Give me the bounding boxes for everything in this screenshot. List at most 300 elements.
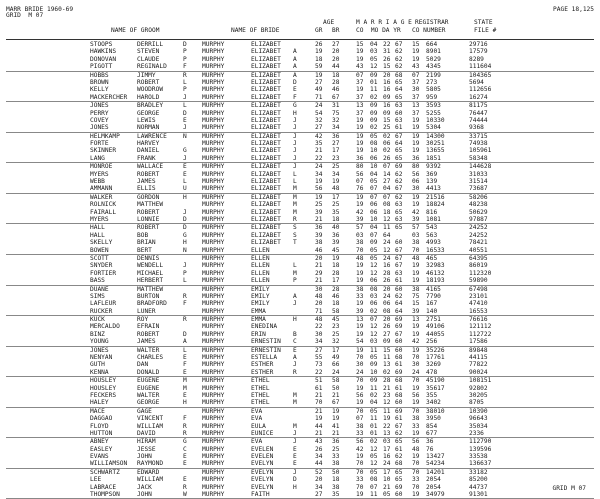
groom-mi: W (183, 491, 187, 499)
county: 19 (356, 384, 364, 392)
registrar-number: 256 (426, 338, 438, 346)
year: 65 (395, 147, 403, 155)
month: 11 (370, 415, 378, 423)
table-row (6, 369, 594, 377)
bride-age: 38 (332, 483, 340, 491)
day: 06 (383, 300, 391, 308)
groom-age: 71 (315, 307, 323, 315)
registrar-county: 30 (412, 185, 420, 193)
county: 19 (356, 132, 364, 140)
month: 09 (370, 239, 378, 247)
year: 64 (395, 307, 403, 315)
bride-mi: M (293, 193, 297, 201)
groom-surname: KENNA (90, 368, 109, 376)
groom-surname: DAGGAO (90, 415, 113, 423)
groom-given: HERBERT (137, 277, 164, 285)
county: 19 (356, 262, 364, 270)
bride-given: ELIZABET (251, 154, 281, 162)
groom-given: HIRAM (137, 438, 156, 446)
day: 06 (383, 140, 391, 148)
day: 10 (383, 476, 391, 484)
county: 19 (356, 55, 364, 63)
groom-given: LAWRENCE (137, 132, 167, 140)
state-file-number: 86019 (469, 262, 488, 270)
registrar-county: 37 (412, 109, 420, 117)
bride-age: 25 (332, 445, 340, 453)
registrar-number: 14300 (426, 132, 445, 140)
groom-mi: J (183, 208, 187, 216)
year: 64 (395, 140, 403, 148)
groom-given: GEORGE (137, 109, 160, 117)
groom-age: 21 (315, 215, 323, 223)
month: 10 (370, 147, 378, 155)
bride-age: 17 (332, 147, 340, 155)
year: 62 (395, 453, 403, 461)
county: 43 (356, 63, 364, 71)
year: 60 (395, 491, 403, 499)
groom-age: 55 (315, 354, 323, 362)
month: 05 (370, 55, 378, 63)
month: 11 (370, 346, 378, 354)
registrar-county: 57 (412, 224, 420, 232)
bride-surname: MURPHY (202, 239, 225, 247)
state-file-number: 9368 (469, 124, 484, 132)
table-row (6, 423, 594, 430)
bride-given: ETHEL (251, 391, 270, 399)
month: 11 (370, 491, 378, 499)
table-row (6, 178, 594, 185)
county: 19 (356, 346, 364, 354)
bride-surname: MURPHY (202, 407, 225, 415)
header-marriage: M A R R I A G E (356, 19, 412, 26)
groom-age: 46 (315, 246, 323, 254)
month: 07 (370, 185, 378, 193)
registrar-county: 13 (412, 316, 420, 324)
groom-age: 32 (315, 116, 323, 124)
day: 21 (383, 483, 391, 491)
groom-surname: JONES (90, 102, 109, 110)
state-file-number: 48238 (469, 201, 488, 209)
groom-age: 34 (315, 170, 323, 178)
bride-given: ELIZABET (251, 193, 281, 201)
registrar-number: 5805 (426, 86, 441, 94)
groom-age: 70 (315, 399, 323, 407)
registrar-number: 18193 (426, 277, 445, 285)
state-file-number: 30205 (469, 391, 488, 399)
bride-mi: L (293, 178, 297, 186)
registrar-county: 13 (412, 102, 420, 110)
groom-given: WILLIAM (137, 422, 164, 430)
county: 70 (356, 460, 364, 468)
groom-given: BRADFORD (137, 300, 167, 308)
year: 63 (395, 116, 403, 124)
month: 05 (370, 468, 378, 476)
bride-surname: MURPHY (202, 338, 225, 346)
day: 26 (383, 55, 391, 63)
day: 16 (383, 262, 391, 270)
table-row (6, 338, 594, 346)
registrar-number: 5255 (426, 109, 441, 117)
groom-mi: R (183, 483, 187, 491)
groom-mi: P (183, 86, 187, 94)
year: 62 (395, 48, 403, 56)
groom-mi: E (183, 116, 187, 124)
bride-given: ELLEN (251, 246, 270, 254)
month: 04 (370, 170, 378, 178)
bride-age: 18 (332, 262, 340, 270)
groom-surname: SCOTT (90, 254, 109, 262)
registrar-county: 80 (412, 163, 420, 171)
groom-mi: D (183, 330, 187, 338)
year: 65 (395, 224, 403, 232)
table-row (6, 293, 594, 300)
bride-given: ELLEN (251, 269, 270, 277)
bride-age: 17 (332, 346, 340, 354)
month: 05 (370, 178, 378, 186)
registrar-number: 140 (426, 307, 438, 315)
groom-mi: E (183, 170, 187, 178)
county: 19 (356, 399, 364, 407)
groom-surname: MACKERCHER (90, 93, 128, 101)
bride-given: ELIZABET (251, 224, 281, 232)
month: 12 (370, 63, 378, 71)
bride-age: 25 (332, 163, 340, 171)
bride-surname: MURPHY (202, 231, 225, 239)
month: 08 (370, 476, 378, 484)
state-file-number: 104365 (469, 71, 492, 79)
county: 57 (356, 224, 364, 232)
bride-given: ELIZABET (251, 63, 281, 71)
registrar-number: 4165 (426, 285, 441, 293)
state-file-number: 59890 (469, 277, 488, 285)
header-state: STATE (474, 19, 493, 26)
day: 16 (383, 102, 391, 110)
state-file-number: 76616 (469, 316, 488, 324)
bride-age: 58 (332, 307, 340, 315)
bride-surname: MURPHY (202, 185, 225, 193)
state-file-number: 78421 (469, 239, 488, 247)
bride-mi: M (293, 422, 297, 430)
registrar-county: 70 (412, 460, 420, 468)
registrar-county: 19 (412, 384, 420, 392)
groom-surname: THOMPSON (90, 491, 120, 499)
groom-surname: ROLNICK (90, 201, 117, 209)
bride-surname: MURPHY (202, 224, 225, 232)
groom-surname: SKINNER (90, 147, 117, 155)
year: 63 (395, 215, 403, 223)
bride-mi: D (293, 476, 297, 484)
county: 37 (356, 78, 364, 86)
registrar-number: 21516 (426, 193, 445, 201)
state-file-number: 139596 (469, 445, 492, 453)
groom-given: MATTHEW (137, 285, 164, 293)
county: 33 (356, 476, 364, 484)
registrar-county: 70 (412, 407, 420, 415)
day: 28 (383, 269, 391, 277)
bride-mi: E (293, 460, 297, 468)
bride-age: 46 (332, 292, 340, 300)
registrar-county: 19 (412, 346, 420, 354)
day: 31 (383, 48, 391, 56)
state-file-number: 24252 (469, 231, 488, 239)
bride-surname: MURPHY (202, 384, 225, 392)
month: 05 (370, 246, 378, 254)
groom-age: 48 (315, 292, 323, 300)
day: 09 (383, 109, 391, 117)
day: 04 (383, 185, 391, 193)
groom-mi: R (183, 316, 187, 324)
registrar-number: 8901 (426, 48, 441, 56)
bride-given: ELIZABET (251, 170, 281, 178)
table-row (6, 194, 594, 201)
month: 09 (370, 377, 378, 385)
bride-age: 17 (332, 277, 340, 285)
groom-mi: A (183, 338, 187, 346)
groom-age: 51 (315, 377, 323, 385)
bride-given: ELIZABET (251, 116, 281, 124)
bride-given: ELIZABET (251, 124, 281, 132)
registrar-county: 39 (412, 307, 420, 315)
year: 62 (395, 170, 403, 178)
groom-given: ROBERT (137, 224, 160, 232)
table-row (6, 232, 594, 239)
bride-mi: R (293, 215, 297, 223)
bride-given: ESTELLA (251, 354, 278, 362)
registrar-number: 46132 (426, 269, 445, 277)
month: 01 (370, 422, 378, 430)
groom-age: 73 (315, 361, 323, 369)
table-row (6, 331, 594, 338)
groom-surname: HOBBS (90, 71, 109, 79)
groom-surname: JONES (90, 346, 109, 354)
year: 60 (395, 109, 403, 117)
groom-given: EUGENE (137, 384, 160, 392)
month: 12 (370, 445, 378, 453)
groom-age: 44 (315, 460, 323, 468)
bride-age: 75 (332, 109, 340, 117)
bride-given: ELIZABET (251, 102, 281, 110)
month: 05 (370, 407, 378, 415)
registrar-number: 816 (426, 208, 438, 216)
groom-given: WALTER (137, 391, 160, 399)
month: 07 (370, 483, 378, 491)
groom-mi: F (183, 300, 187, 308)
bride-age: 50 (332, 384, 340, 392)
registrar-county: 24 (412, 368, 420, 376)
column-headers (6, 19, 594, 41)
month: 10 (370, 368, 378, 376)
registrar-county: 30 (412, 86, 420, 94)
bride-given: ERNESTIN (251, 346, 281, 354)
county: 70 (356, 377, 364, 385)
bride-given: ESTHER (251, 368, 274, 376)
groom-age: 27 (315, 346, 323, 354)
groom-age: 71 (315, 93, 323, 101)
table-row (6, 110, 594, 117)
county: 37 (356, 93, 364, 101)
table-row (6, 377, 594, 384)
bride-age: 18 (332, 476, 340, 484)
year: 69 (395, 323, 403, 331)
groom-age: 56 (315, 185, 323, 193)
month: 01 (370, 78, 378, 86)
registrar-county: 19 (412, 429, 420, 437)
state-file-number: 35034 (469, 422, 488, 430)
groom-given: DENNIS (137, 254, 160, 262)
bride-age: 23 (332, 323, 340, 331)
bride-age: 45 (332, 316, 340, 324)
groom-given: ROBERT (137, 208, 160, 216)
bride-surname: MURPHY (202, 476, 225, 484)
groom-given: WILLIAM (137, 476, 164, 484)
registrar-number: 3402 (426, 399, 441, 407)
bride-surname: MURPHY (202, 368, 225, 376)
month: 06 (370, 277, 378, 285)
groom-age: 42 (315, 132, 323, 140)
groom-surname: LANG (90, 154, 105, 162)
bride-given: EVELYN (251, 468, 274, 476)
registrar-county: 56 (412, 391, 420, 399)
bride-mi: J (293, 361, 297, 369)
bride-age: 28 (332, 269, 340, 277)
groom-surname: RUCKER (90, 307, 113, 315)
county: 13 (356, 102, 364, 110)
registrar-county: 38 (412, 415, 420, 423)
day: 11 (383, 224, 391, 232)
groom-age: 24 (315, 102, 323, 110)
bride-surname: MURPHY (202, 429, 225, 437)
state-file-number: 144628 (469, 163, 492, 171)
year: 63 (395, 269, 403, 277)
registrar-number: 2054 (426, 476, 441, 484)
groom-given: ELLIS (137, 185, 156, 193)
groom-age: 27 (315, 124, 323, 132)
table-row (6, 255, 594, 262)
registrar-number: 3269 (426, 361, 441, 369)
bride-age: 41 (332, 422, 340, 430)
county: 39 (356, 307, 364, 315)
registrar-number: 355 (426, 391, 438, 399)
bride-surname: MURPHY (202, 300, 225, 308)
registrar-number: 34979 (426, 491, 445, 499)
header-registrar-sub: CO NUMBER (412, 27, 446, 34)
bride-mi: J (293, 154, 297, 162)
groom-mi: F (183, 63, 187, 71)
county: 56 (356, 438, 364, 446)
bride-given: ELIZABET (251, 55, 281, 63)
registrar-county: 70 (412, 246, 420, 254)
groom-mi: M (183, 384, 187, 392)
groom-surname: JONES (90, 124, 109, 132)
year: 61 (395, 361, 403, 369)
registrar-number: 2751 (426, 316, 441, 324)
county: 39 (356, 215, 364, 223)
year: 65 (395, 438, 403, 446)
bride-given: ENEDINA (251, 323, 278, 331)
groom-surname: FLOYD (90, 422, 109, 430)
bride-age: 34 (332, 170, 340, 178)
groom-given: JACK (137, 483, 152, 491)
state-file-number: 136637 (469, 460, 492, 468)
bride-age: 21 (332, 391, 340, 399)
header-age-br: BR (332, 27, 340, 34)
groom-mi: J (183, 154, 187, 162)
bride-mi: H (293, 316, 297, 324)
table-row (6, 239, 594, 246)
state-file-number: 23101 (469, 292, 488, 300)
month: 03 (370, 292, 378, 300)
groom-surname: SIMS (90, 292, 105, 300)
county: 38 (356, 422, 364, 430)
month: 10 (370, 215, 378, 223)
document-title: MARR BRIDE 1960-69 (6, 6, 74, 13)
groom-surname: WEBB (90, 178, 105, 186)
month: 02 (370, 391, 378, 399)
table-row (6, 63, 594, 71)
registrar-county: 37 (412, 78, 420, 86)
bride-mi: M (293, 201, 297, 209)
year: 68 (395, 391, 403, 399)
registrar-county: 38 (412, 239, 420, 247)
bride-surname: MURPHY (202, 269, 225, 277)
month: 06 (370, 201, 378, 209)
table-row (6, 347, 594, 354)
bride-given: ELIZABET (251, 48, 281, 56)
groom-mi: J (183, 124, 187, 132)
state-file-number: 47410 (469, 300, 488, 308)
year: 61 (395, 415, 403, 423)
day: 08 (383, 201, 391, 209)
bride-age: 24 (332, 368, 340, 376)
county: 42 (356, 208, 364, 216)
table-row (6, 277, 594, 285)
year: 65 (395, 208, 403, 216)
bride-surname: MURPHY (202, 460, 225, 468)
groom-age: 52 (315, 468, 323, 476)
bride-given: ELLEN (251, 277, 270, 285)
bride-mi: D (293, 78, 297, 86)
county: 19 (356, 201, 364, 209)
bride-given: ELIZABET (251, 86, 281, 94)
bride-surname: MURPHY (202, 399, 225, 407)
groom-surname: STOOPS (90, 41, 113, 48)
registrar-number: 18824 (426, 201, 445, 209)
registrar-county: 70 (412, 483, 420, 491)
bride-age: 49 (332, 354, 340, 362)
registrar-number: 36 (426, 438, 434, 446)
registrar-county: 19 (412, 453, 420, 461)
table-row (6, 262, 594, 269)
year: 67 (395, 41, 403, 48)
bride-mi: M (293, 185, 297, 193)
groom-given: BURTON (137, 292, 160, 300)
state-file-number: 17579 (469, 48, 488, 56)
bride-surname: MURPHY (202, 316, 225, 324)
bride-mi: J (293, 429, 297, 437)
day: 14 (383, 170, 391, 178)
year: 67 (395, 246, 403, 254)
registrar-county: 19 (412, 140, 420, 148)
groom-age: 22 (315, 154, 323, 162)
bride-surname: MURPHY (202, 246, 225, 254)
bride-given: ELIZABET (251, 231, 281, 239)
registrar-county: 56 (412, 170, 420, 178)
bride-age: 31 (332, 102, 340, 110)
day: 08 (383, 307, 391, 315)
month: 11 (370, 86, 378, 94)
table-row (6, 209, 594, 216)
groom-surname: EASLEY (90, 445, 113, 453)
